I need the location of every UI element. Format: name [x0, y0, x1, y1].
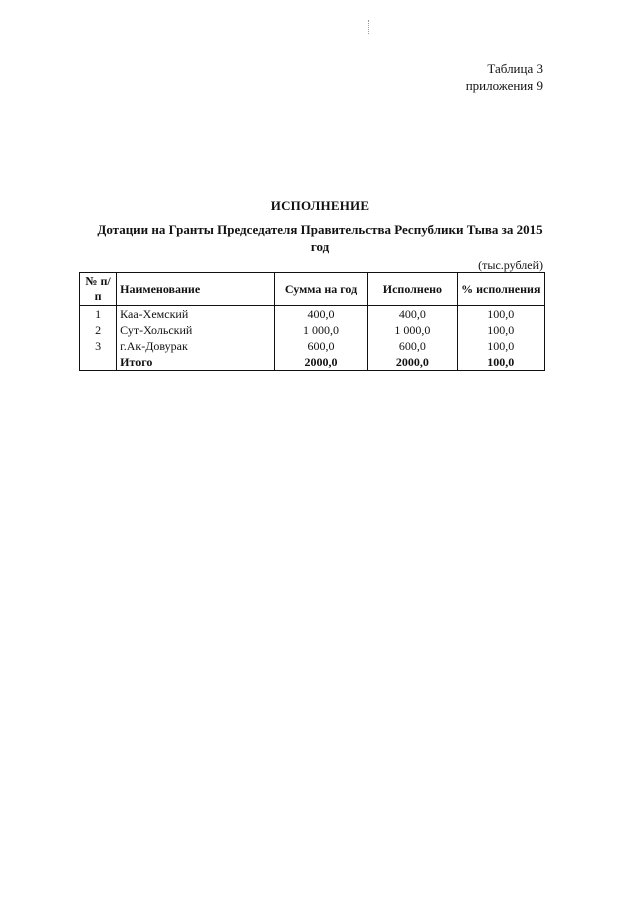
header-name: Наименование	[117, 273, 275, 306]
appendix-reference	[466, 60, 543, 94]
row-name: г.Ак-Довурак	[117, 338, 275, 354]
document-title: ИСПОЛНЕНИЕ	[270, 198, 370, 213]
row-executed: 400,0	[368, 306, 457, 323]
total-num	[80, 354, 117, 371]
header-sum-year: Сумма на год	[274, 273, 367, 306]
table-total-row	[80, 354, 545, 371]
total-sum-year: 2000,0	[274, 354, 367, 371]
table-row	[80, 322, 545, 338]
table-reference: Таблица 3	[487, 61, 543, 76]
total-percent: 100,0	[457, 354, 544, 371]
header-executed: Исполнено	[368, 273, 457, 306]
row-executed: 600,0	[368, 338, 457, 354]
total-label: Итого	[117, 354, 275, 371]
scan-mark	[368, 20, 370, 34]
row-name: Сут-Хольский	[117, 322, 275, 338]
header-percent: % исполнения	[457, 273, 544, 306]
row-num: 1	[80, 306, 117, 323]
row-num: 2	[80, 322, 117, 338]
row-sum-year: 600,0	[274, 338, 367, 354]
row-num: 3	[80, 338, 117, 354]
table-header-row	[80, 273, 545, 306]
subtitle-line-2: год	[310, 239, 330, 254]
execution-table	[79, 272, 545, 371]
header-num: № п/п	[80, 273, 117, 306]
row-name: Каа-Хемский	[117, 306, 275, 323]
appendix-number: приложения 9	[465, 78, 543, 93]
row-percent: 100,0	[457, 338, 544, 354]
total-executed: 2000,0	[368, 354, 457, 371]
table-row	[80, 338, 545, 354]
table-row	[80, 306, 545, 323]
row-percent: 100,0	[457, 306, 544, 323]
row-sum-year: 400,0	[274, 306, 367, 323]
row-executed: 1 000,0	[368, 322, 457, 338]
row-sum-year: 1 000,0	[274, 322, 367, 338]
row-percent: 100,0	[457, 322, 544, 338]
units-label: (тыс.рублей)	[478, 258, 543, 272]
document-subtitle	[84, 221, 556, 255]
subtitle-line-1: Дотации на Гранты Председателя Правительства Республики Тыва за 2015	[97, 222, 543, 237]
